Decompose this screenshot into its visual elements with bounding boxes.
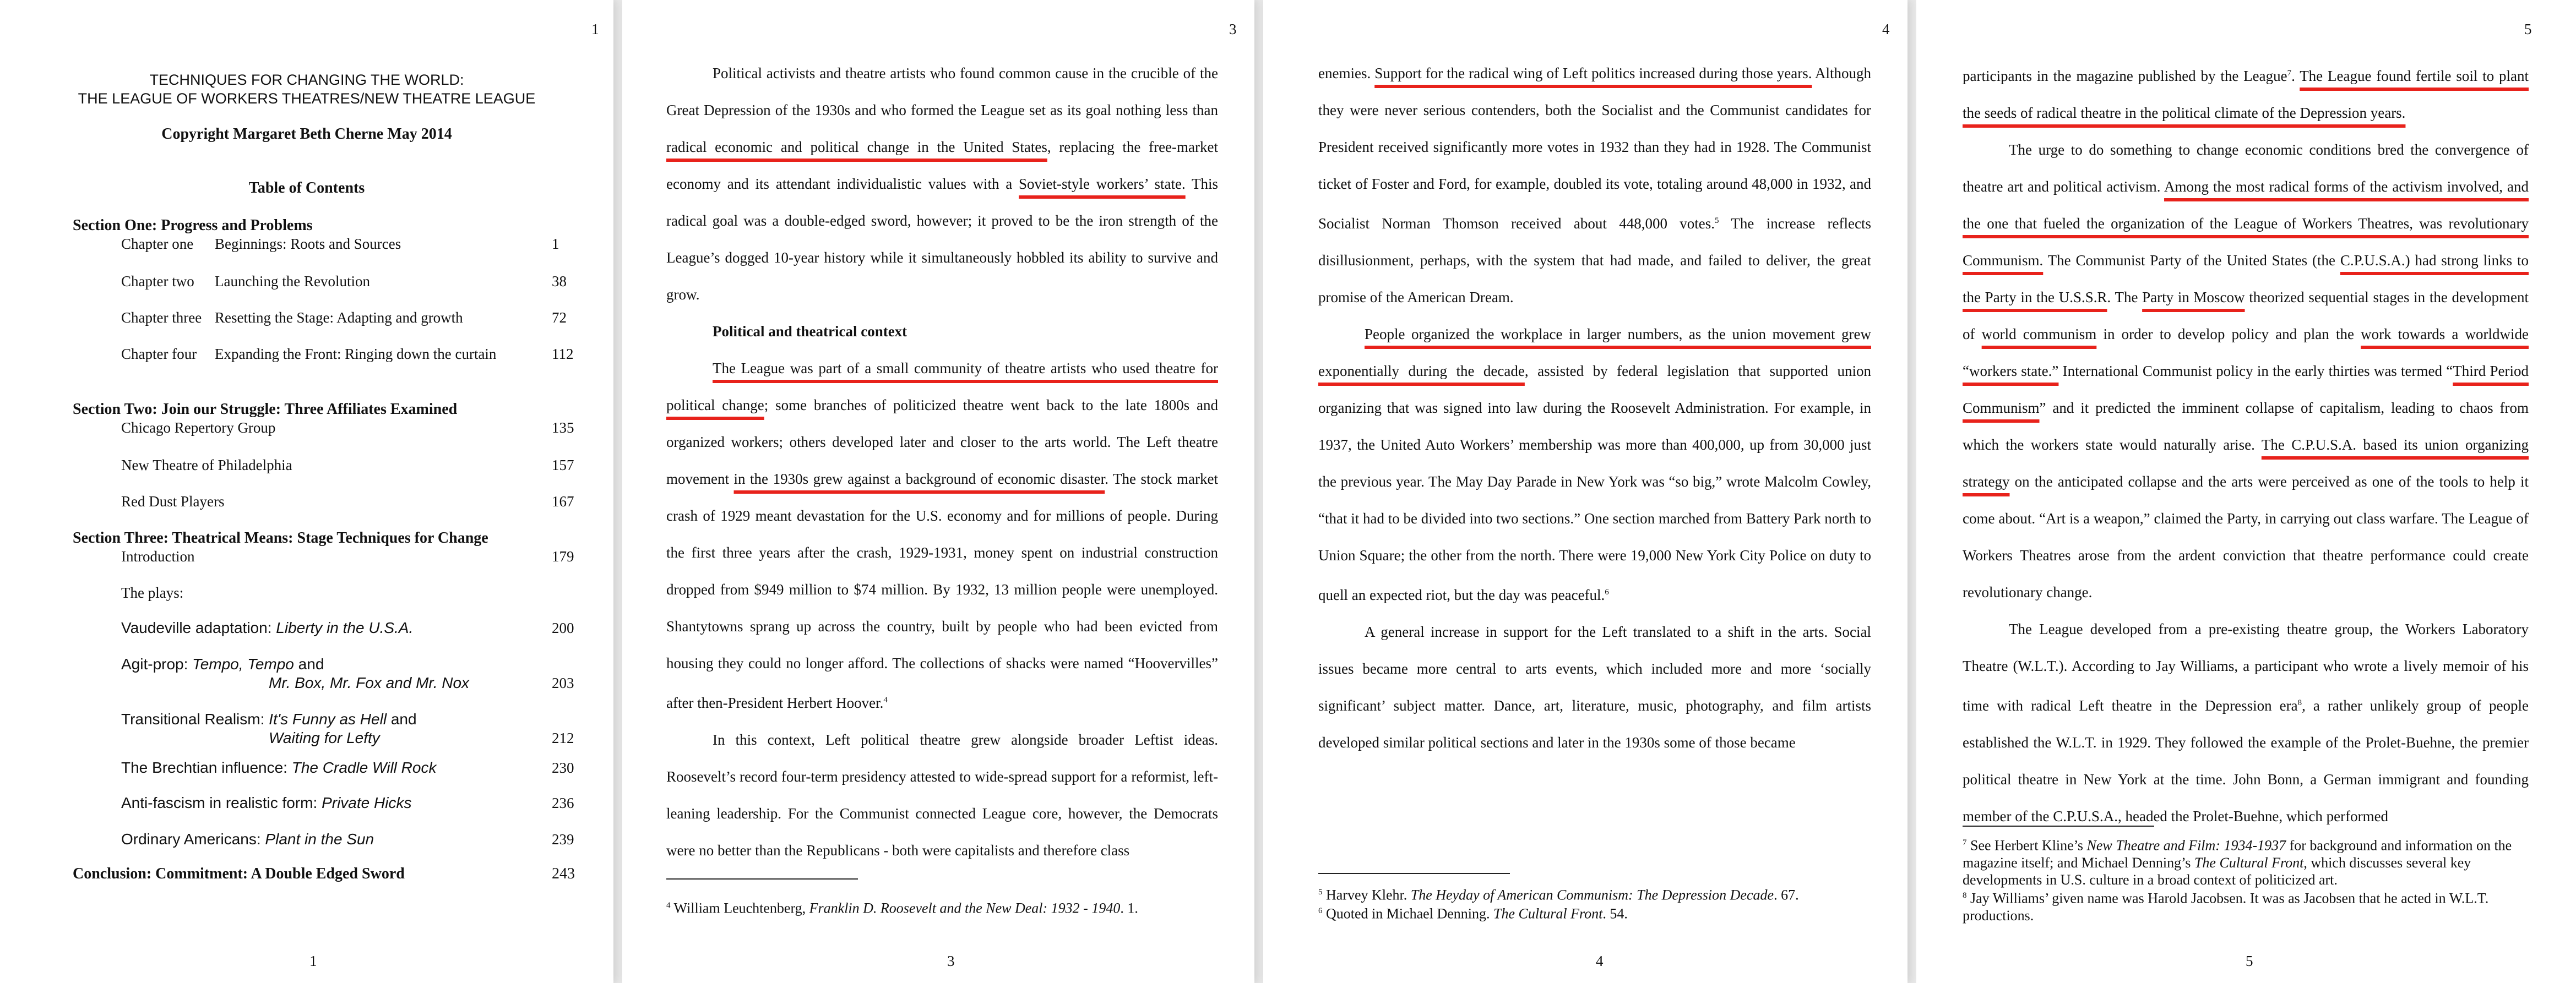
document-title-line-1: TECHNIQUES FOR CHANGING THE WORLD: (149, 72, 464, 88)
section-one-heading: Section One: Progress and Problems (73, 217, 313, 234)
toc-entry[interactable] (121, 830, 573, 849)
play-kind: The Brechtian influence: (121, 759, 292, 776)
paragraph (1318, 55, 1871, 316)
toc-entry[interactable] (121, 418, 573, 437)
toc-entry[interactable] (121, 272, 573, 291)
play-and: and (387, 711, 417, 728)
toc-page-number: 38 (552, 273, 567, 290)
toc-page-number: 72 (552, 309, 567, 326)
footnote-text: . 67. (1774, 887, 1799, 903)
footnote-number: 7 (1963, 838, 1967, 847)
chapter-number: Chapter three (121, 309, 202, 326)
footnote (1318, 902, 1869, 924)
toc-page-number: 135 (552, 419, 574, 436)
page-toc (0, 0, 613, 983)
section-two-heading: Section Two: Join our Struggle: Three Affiliates Examined (73, 401, 458, 418)
footnote-text: Harvey Klehr. (1322, 887, 1411, 903)
toc-entry[interactable] (121, 547, 573, 566)
conclusion-entry[interactable] (73, 865, 574, 883)
copyright-notice: Copyright Margaret Beth Cherne May 2014 (161, 125, 452, 143)
footnote (1963, 834, 2519, 888)
toc-page-number: 112 (552, 346, 574, 362)
page-header-number: 5 (2524, 21, 2532, 37)
paragraph (666, 350, 1218, 722)
footnote (666, 896, 1217, 918)
play-kind: Anti-fascism in realistic form: (121, 794, 322, 811)
toc-entry[interactable] (121, 492, 573, 511)
highlighted-text: The C.P.U.S.A. based its union organizing strategy (1963, 436, 2529, 490)
play-title: It's Funny as Hell (269, 711, 387, 728)
text-run: . The stock market crash of 1929 meant devastation for the U.S. economy and for millions of people. During the first three years after the crash, 1929-1931, money spent on industrial construction dropped from $949 million to $74 million. By 1932, 13 million people were unemployed. Shantytowns sprang up across the country, built by people who had been evicted from housing they could no longer afford. The collections of shacks were named “Hoovervilles” after then-President Herbert Hoover. (666, 471, 1218, 711)
affiliate-title: Chicago Repertory Group (121, 419, 276, 436)
text-run: This radical goal was a double-edged sword, however; it proved to be the iron strength of the League’s dogged 10-year history while it simultaneously hobbled its ability to survive and grow. (666, 176, 1218, 303)
page-header-number: 3 (1229, 21, 1237, 37)
footnote-text: . 54. (1602, 905, 1628, 922)
chapter-title: Resetting the Stage: Adapting and growth (215, 309, 463, 326)
footnote-ref[interactable]: 6 (1605, 588, 1609, 597)
section-three-heading: Section Three: Theatrical Means: Stage Techniques for Change (73, 529, 488, 547)
page-footer-number: 1 (309, 953, 317, 969)
text-run: enemies. (1318, 65, 1375, 81)
page-header-number: 4 (1882, 21, 1890, 37)
toc-entry[interactable] (121, 758, 573, 777)
chapter-number: Chapter four (121, 346, 197, 362)
play-title: Liberty in the U.S.A. (276, 619, 414, 636)
paragraph (1963, 132, 2529, 611)
text-run: on the anticipated collapse and the arts were perceived as one of the tools to help it come about. “Art is a weapon,” claimed the Party, in carrying out class warfare. The League of Workers Theatres arose from the ardent conviction that theatre performance could create revolutionary change. (1963, 473, 2529, 600)
highlighted-text: world communism (1981, 326, 2097, 342)
document-title-line-2: THE LEAGUE OF WORKERS THEATRES/NEW THEATRE LEAGUE (78, 90, 536, 107)
play-kind: Ordinary Americans: (121, 831, 265, 848)
toc-entry[interactable] (121, 234, 573, 253)
paragraph: A general increase in support for the Left translated to a shift in the arts. Social issues became more central to arts events, which included more and more ‘socially significant’ subject matter. Dance, art, literature, music, photography, and film artists developed similar political sections and later in the 1930s some of those became (1318, 624, 1871, 751)
footnote-ref[interactable]: 5 (1715, 216, 1719, 225)
toc-page-number: 239 (552, 831, 574, 848)
toc-page-number: 179 (552, 548, 574, 565)
text-run: The Communist Party of the United States (the (2043, 252, 2340, 269)
paragraph (1963, 55, 2529, 132)
conclusion-title: Conclusion: Commitment: A Double Edged Sword (73, 865, 405, 882)
footnote-title: Franklin D. Roosevelt and the New Deal: 1932 - 1940 (809, 900, 1121, 916)
highlighted-text: Party in Moscow (2142, 289, 2245, 305)
toc-page-number: 236 (552, 795, 574, 811)
text-run: . (2291, 68, 2300, 84)
highlighted-text: work towards a worldwide “workers state.” (1963, 326, 2529, 379)
paragraph (1963, 611, 2529, 835)
play-kind: Vaudeville adaptation: (121, 619, 276, 636)
footnote-ref[interactable]: 7 (2287, 69, 2292, 78)
text-run: , a rather unlikely group of people established the W.L.T. in 1929. They followed the example of the Prolet-Buehne, the premier political theatre in New York at the time. John Bonn, a German immigrant and founding member of the C.P.U.S.A., headed the Prolet-Buehne, which performed (1963, 697, 2529, 824)
highlighted-text: Third Period Communism (1963, 363, 2529, 416)
highlighted-text: C.P.U.S.A.) had strong links to the Party in the U.S.S.R (1963, 252, 2529, 305)
footnote-text: Quoted in Michael Denning. (1322, 905, 1493, 922)
play-kind: Agit-prop: (121, 656, 193, 673)
footnote-number: 5 (1318, 888, 1323, 897)
play-title: The Cradle Will Rock (291, 759, 437, 776)
text-run: International Communist policy in the early thirties was termed “ (2058, 363, 2453, 379)
page-4 (1263, 0, 1907, 983)
footnote-title: New Theatre and Film: 1934-1937 (2086, 837, 2286, 854)
footnote-number: 6 (1318, 906, 1323, 915)
play-title: Tempo, Tempo (192, 656, 294, 673)
page-footer-number: 3 (947, 953, 955, 969)
toc-page-number: 157 (552, 457, 574, 473)
section-subheading: Political and theatrical context (713, 323, 907, 340)
chapter-number: Chapter two (121, 273, 194, 290)
text-run: ” and it predicted the imminent collapse of capitalism, leading to chaos from which the workers state would naturally arise. (1963, 400, 2529, 453)
toc-entry[interactable] (121, 456, 573, 474)
text-run: Political activists and theatre artists who found common cause in the crucible of the Great Depression of the 1930s and who formed the League set as its goal nothing less than (666, 65, 1218, 118)
footnote-text: William Leuchtenberg, (670, 900, 809, 916)
chapter-title: Expanding the Front: Ringing down the curtain (215, 346, 497, 362)
toc-entry[interactable] (121, 710, 573, 747)
footnote-text: , which discusses several key developments in U.S. culture in a broad context of politicized art. (1963, 854, 2471, 888)
text-run: . The (2107, 289, 2143, 305)
footnote-number: 4 (666, 901, 671, 910)
text-run: The urge to do something to change economic conditions bred the convergence of theatre art and political activism. (1963, 141, 2529, 195)
affiliate-title: Red Dust Players (121, 493, 225, 510)
play-title: Private Hicks (322, 794, 412, 811)
text-run: , replacing the free-market economy and its attendant individualistic values with a (666, 139, 1218, 192)
page-3 (622, 0, 1254, 983)
text-run: in order to develop policy and plan the (2096, 326, 2361, 342)
chapter-title: Beginnings: Roots and Sources (215, 236, 401, 252)
page-footer-number: 4 (1596, 953, 1604, 969)
play-title: Plant in the Sun (265, 831, 374, 848)
chapter-title: Launching the Revolution (215, 273, 370, 290)
toc-page-number: 1 (552, 236, 559, 252)
highlighted-text: The League was part of a small community of theatre artists who used theatre for political change (666, 360, 1218, 413)
toc-heading: Table of Contents (248, 179, 365, 196)
footnote-ref[interactable]: 8 (2297, 698, 2302, 707)
paragraph (666, 55, 1218, 313)
footnote-title: The Cultural Front (1493, 905, 1603, 922)
page-body (666, 55, 1218, 869)
page-body (1963, 55, 2529, 835)
footnote-separator (666, 878, 858, 880)
footnote-text: . 1. (1120, 900, 1138, 916)
text-run: ; some branches of politicized theatre went back to the late 1800s and organized workers; others developed later and closer to the arts world. The Left theatre movement (666, 397, 1218, 487)
paragraph (1318, 316, 1871, 614)
text-run: The League developed from a pre-existing theatre group, the Workers Laboratory Theatre (W.L.T.). According to Jay Williams, a participant who wrote a lively memoir of his time with radical Left theatre in the Depression era (1963, 621, 2529, 714)
toc-page-number: 212 (552, 730, 574, 746)
toc-page-number: 203 (552, 675, 574, 691)
footnote-number: 8 (1963, 891, 1967, 900)
footnote-ref[interactable]: 4 (883, 696, 888, 705)
footnote (1963, 887, 2519, 924)
intro-title: Introduction (121, 548, 195, 565)
plays-label: The plays: (121, 585, 184, 601)
toc-page-number: 243 (552, 865, 575, 882)
highlighted-text: Soviet-style workers’ state. (1019, 176, 1186, 192)
highlighted-text: People organized the workplace in larger numbers, as the union movement grew exponentially during the decade (1318, 326, 1871, 379)
footnote-text: See Herbert Kline’s (1966, 837, 2087, 854)
footnote-text: Jay Williams’ given name was Harold Jacobsen. It was as Jacobsen that he acted in W.L.T. productions. (1963, 890, 2489, 924)
footnote-separator (1318, 873, 1510, 874)
highlighted-text: Support for the radical wing of Left politics increased during those years. (1374, 65, 1812, 81)
toc-page-number: 200 (552, 620, 574, 636)
text-run: Although they were never serious contenders, both the Socialist and the Communist candidates for President received significantly more votes in 1932 than they had in 1928. The Communist ticket of Foster and Ford, for example, doubled its vote, totaling around 48,000 in 1932, and Socialist Norman Thomson received about 448,000 votes. (1318, 65, 1871, 232)
footnote-title: The Heyday of American Communism: The Depression Decade (1410, 887, 1774, 903)
toc-page-number: 167 (552, 493, 574, 510)
affiliate-title: New Theatre of Philadelphia (121, 457, 292, 473)
text-run: , assisted by federal legislation that supported union organizing that was signed into law during the Roosevelt Administration. For example, in 1937, the United Auto Workers’ membership was more than 400,000, up from 30,000 just the previous year. The May Day Parade in New York was “so big,” wrote Malcolm Cowley, “that it had to be divided into two sections.” One section marched from Battery Park north to Union Square; the other from the north. There were 19,000 New York City Police on duty to quell an expected riot, but the day was peaceful. (1318, 363, 1871, 603)
page-header-number: 1 (591, 21, 599, 37)
highlighted-text: The League found fertile soil to plant the seeds of radical theatre in the political climate of the Depression years. (1963, 68, 2529, 121)
footnote-text: for background and information on the magazine itself; and Michael Denning’s (1963, 837, 2512, 871)
toc-page-number: 230 (552, 760, 574, 776)
highlighted-text: radical economic and political change in the United States (666, 139, 1047, 155)
text-run: participants in the magazine published by the League (1963, 68, 2287, 84)
paragraph: In this context, Left political theatre grew alongside broader Leftist ideas. Roosevelt’s record four-term presidency attested to wide-spread support for a reformist, left-leaning leadership. For the Communist connected League core, however, the Democrats were no better than the Republicans - both were capitalists and therefore class (666, 731, 1218, 859)
play-kind: Transitional Realism: (121, 711, 269, 728)
page-5 (1916, 0, 2576, 983)
chapter-number: Chapter one (121, 236, 194, 252)
highlighted-text: in the 1930s grew against a background of economic disaster (733, 471, 1105, 487)
page-footer-number: 5 (2246, 953, 2253, 969)
toc-entry[interactable] (121, 345, 573, 363)
footnote-separator (1963, 826, 2154, 827)
toc-entry[interactable] (121, 794, 573, 812)
page-body (1318, 55, 1871, 761)
toc-entry[interactable] (121, 308, 573, 327)
highlighted-text: Among the most radical forms of the activism involved, and the one that fueled the organization of the League of Workers Theatres, was revolutionary Communism. (1963, 178, 2529, 269)
play-title-2: Waiting for Lefty (269, 729, 380, 746)
footnote-title: The Cultural Front (2194, 854, 2304, 871)
toc-entry[interactable] (121, 655, 573, 692)
play-title-2: Mr. Box, Mr. Fox and Mr. Nox (269, 674, 470, 691)
text-run: theorized sequential stages in the development of (1963, 289, 2529, 342)
toc-entry[interactable] (121, 619, 573, 637)
text-run: The increase reflects disillusionment, perhaps, with the system that had made, and failed to deliver, the great promise of the American Dream. (1318, 215, 1871, 305)
play-and: and (294, 656, 324, 673)
